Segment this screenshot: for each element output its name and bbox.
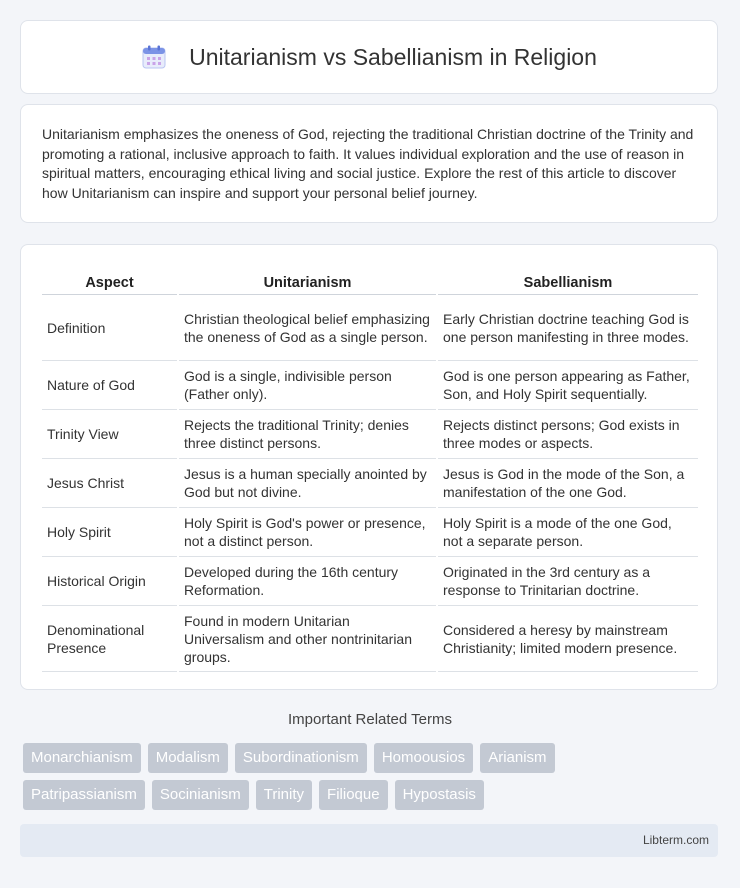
aspect-cell: Historical Origin: [42, 557, 177, 606]
aspect-cell: Denominational Presence: [42, 606, 177, 672]
sabellianism-cell: God is one person appearing as Father, Son, and Holy Spirit sequentially.: [438, 361, 698, 410]
table-row: [42, 606, 698, 672]
tag-filioque[interactable]: Filioque: [319, 780, 388, 810]
intro-card: [20, 104, 718, 223]
tag-patripassianism[interactable]: Patripassianism: [23, 780, 145, 810]
footer-site-link[interactable]: Libterm.com: [642, 833, 709, 847]
comparison-table: [40, 267, 700, 672]
table-row: [42, 459, 698, 508]
sabellianism-cell: Early Christian doctrine teaching God is one person manifesting in three modes.: [438, 295, 698, 361]
unitarianism-cell: Rejects the traditional Trinity; denies three distinct persons.: [179, 410, 436, 459]
tag-monarchianism[interactable]: Monarchianism: [23, 743, 141, 773]
table-row: [42, 557, 698, 606]
sabellianism-cell: Rejects distinct persons; God exists in three modes or aspects.: [438, 410, 698, 459]
table-row: [42, 508, 698, 557]
table-row: [42, 410, 698, 459]
unitarianism-cell: God is a single, indivisible person (Father only).: [179, 361, 436, 410]
aspect-cell: Trinity View: [42, 410, 177, 459]
calendar-icon: [141, 44, 167, 70]
header-aspect: Aspect: [42, 267, 177, 295]
tag-hypostasis[interactable]: Hypostasis: [395, 780, 484, 810]
tag-homoousios[interactable]: Homoousios: [374, 743, 473, 773]
footer: [20, 824, 718, 857]
page-title: Unitarianism vs Sabellianism in Religion: [189, 43, 597, 70]
sabellianism-cell: Holy Spirit is a mode of the one God, not a separate person.: [438, 508, 698, 557]
intro-paragraph: Unitarianism emphasizes the oneness of God, rejecting the traditional Christian doctrine of the Trinity and promoting a rational, inclusive approach to faith. It values individual exploration and the use of reason in spiritual matters, encouraging ethical living and social justice. Explore the rest of this article to discover how Unitarianism can inspire and support your personal belief journey.: [42, 126, 694, 201]
related-terms-list: [23, 743, 723, 817]
sabellianism-cell: Considered a heresy by mainstream Christianity; limited modern presence.: [438, 606, 698, 672]
aspect-cell: Nature of God: [42, 361, 177, 410]
table-row: [42, 295, 698, 361]
header-sabellianism: Sabellianism: [438, 267, 698, 295]
unitarianism-cell: Jesus is a human specially anointed by God but not divine.: [179, 459, 436, 508]
unitarianism-cell: Developed during the 16th century Reformation.: [179, 557, 436, 606]
table-row: [42, 361, 698, 410]
related-terms-heading: Important Related Terms: [288, 711, 452, 728]
aspect-cell: Jesus Christ: [42, 459, 177, 508]
tag-socinianism[interactable]: Socinianism: [152, 780, 249, 810]
sabellianism-cell: Originated in the 3rd century as a response to Trinitarian doctrine.: [438, 557, 698, 606]
tag-modalism[interactable]: Modalism: [148, 743, 228, 773]
unitarianism-cell: Holy Spirit is God's power or presence, not a distinct person.: [179, 508, 436, 557]
comparison-card: [20, 244, 718, 690]
sabellianism-cell: Jesus is God in the mode of the Son, a manifestation of the one God.: [438, 459, 698, 508]
tag-row: [23, 780, 723, 810]
unitarianism-cell: Found in modern Unitarian Universalism and other nontrinitarian groups.: [179, 606, 436, 672]
tag-arianism[interactable]: Arianism: [480, 743, 554, 773]
aspect-cell: Holy Spirit: [42, 508, 177, 557]
tag-trinity[interactable]: Trinity: [256, 780, 312, 810]
tag-row: [23, 743, 723, 773]
header-unitarianism: Unitarianism: [179, 267, 436, 295]
aspect-cell: Definition: [42, 295, 177, 361]
title-card: [20, 20, 718, 94]
table-header-row: [42, 267, 698, 295]
unitarianism-cell: Christian theological belief emphasizing the oneness of God as a single person.: [179, 295, 436, 361]
tag-subordinationism[interactable]: Subordinationism: [235, 743, 367, 773]
